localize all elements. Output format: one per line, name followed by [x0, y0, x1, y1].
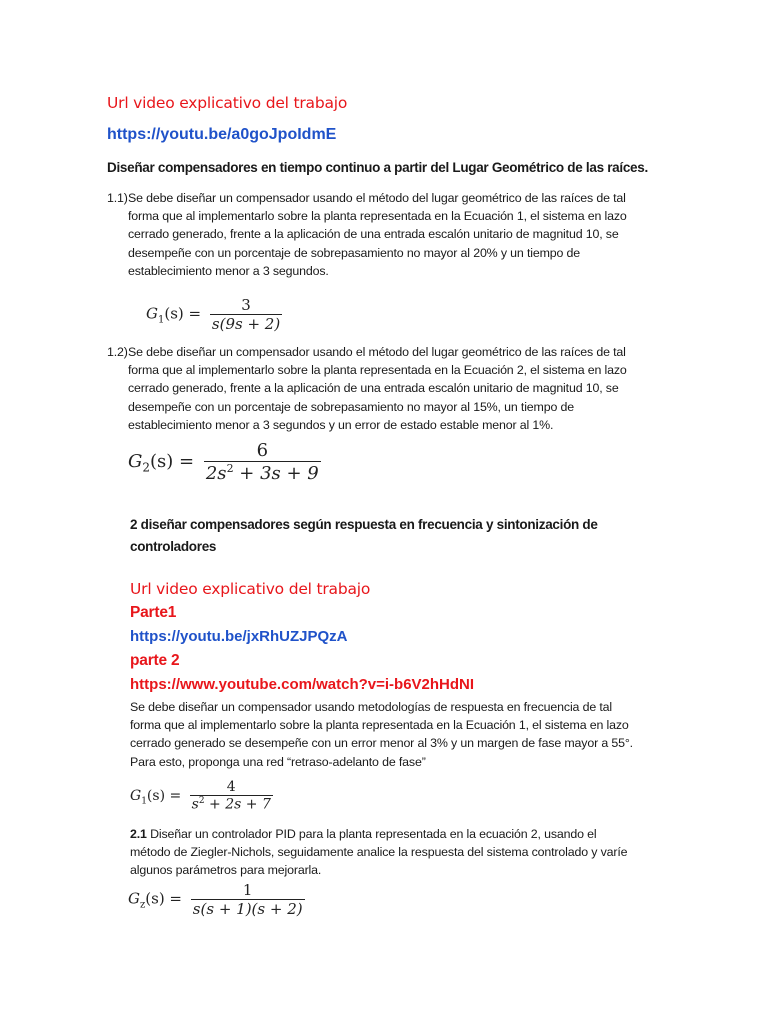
section-1-intro: Diseñar compensadores en tiempo continuo a partir del Lugar Geométrico de las raíces. [107, 160, 648, 175]
item-2-1-line: algunos parámetros para mejorarla. [130, 863, 322, 878]
equation-2: $G_2(s)$ = $\frac{6}{2s^2 + 3s + 9}$ [128, 440, 319, 484]
item-1-1-line: establecimiento menor a 3 segundos. [128, 263, 329, 278]
item-1-2-line: cerrado generado, frente a la aplicación de una entrada escalón unitario de magnitud 10, se [128, 381, 619, 396]
part-1-link[interactable]: https://youtu.be/jxRhUZJPQzA [130, 628, 348, 645]
equation-1: $G_1(s)$ = $\frac{3}{s(9s + 2)}$ [146, 296, 281, 333]
item-1-2-number: 1.2) [107, 345, 128, 359]
item-2-1-number: 2.1 [130, 827, 147, 841]
item-1-1-paragraph [128, 189, 627, 280]
item-1-2-line: forma que al implementarlo sobre la planta representada en la Ecuación 2, el sistema en lazo [128, 363, 627, 378]
item-1-1-line: forma que al implementarlo sobre la planta representada en la Ecuación 1, el sistema en lazo [128, 209, 627, 224]
section-2-paragraph [130, 698, 633, 771]
item-2-1-line: Diseñar un controlador PID para la planta representada en la ecuación 2, usando el [146, 827, 597, 841]
video-heading-2: Url video explicativo del trabajo [130, 580, 371, 598]
part-2-label: parte 2 [130, 652, 180, 669]
section-2-line: forma que al implementarlo sobre la planta representada en la Ecuación 1, el sistema en lazo [130, 718, 629, 733]
section-2-heading-line-1: 2 diseñar compensadores según respuesta en frecuencia y sintonización de [130, 517, 598, 532]
item-1-2-line: Se debe diseñar un compensador usando el método del lugar geométrico de las raíces de tal [128, 345, 626, 359]
video-link-1[interactable]: https://youtu.be/a0goJpoIdmE [107, 126, 337, 143]
section-2-line: Para esto, proponga una red “retraso-adelanto de fase” [130, 754, 426, 769]
equation-4: $G_z(s)$ = $\frac{1}{s(s + 1)(s + 2)}$ [128, 881, 303, 918]
item-1-1-line: cerrado generado, frente a la aplicación de una entrada escalón unitario de magnitud 10, se [128, 227, 619, 242]
item-2-1-paragraph [130, 825, 627, 880]
section-2-line: cerrado generado se desempeñe con un error menor al 3% y un margen de fase mayor a 55°. [130, 736, 633, 751]
section-2-line: Se debe diseñar un compensador usando metodologías de respuesta en frecuencia de tal [130, 700, 612, 714]
part-1-label: Parte1 [130, 604, 177, 621]
section-2-heading-line-2: controladores [130, 539, 217, 554]
item-2-1-line: método de Ziegler-Nichols, seguidamente analice la respuesta del sistema controlado y varíe [130, 845, 628, 860]
equation-3: $G_1(s)$ = $\frac{4}{s^2 + 2s + 7}$ [130, 779, 271, 813]
item-1-2-paragraph [128, 343, 627, 434]
item-1-2-line: establecimiento menor a 3 segundos y un error de estado estable menor al 1%. [128, 417, 554, 432]
item-1-1-number: 1.1) [107, 191, 128, 205]
item-1-1-line: Se debe diseñar un compensador usando el método del lugar geométrico de las raíces de tal [128, 191, 626, 205]
item-1-2-line: desempeñe con un porcentaje de sobrepasamiento no mayor al 15%, un tiempo de [128, 399, 574, 414]
part-2-link[interactable]: https://www.youtube.com/watch?v=i-b6V2hHdNI [130, 676, 475, 693]
item-1-1-line: desempeñe con un porcentaje de sobrepasamiento no mayor al 20% y un tiempo de [128, 245, 581, 260]
video-heading-1: Url video explicativo del trabajo [107, 94, 348, 112]
